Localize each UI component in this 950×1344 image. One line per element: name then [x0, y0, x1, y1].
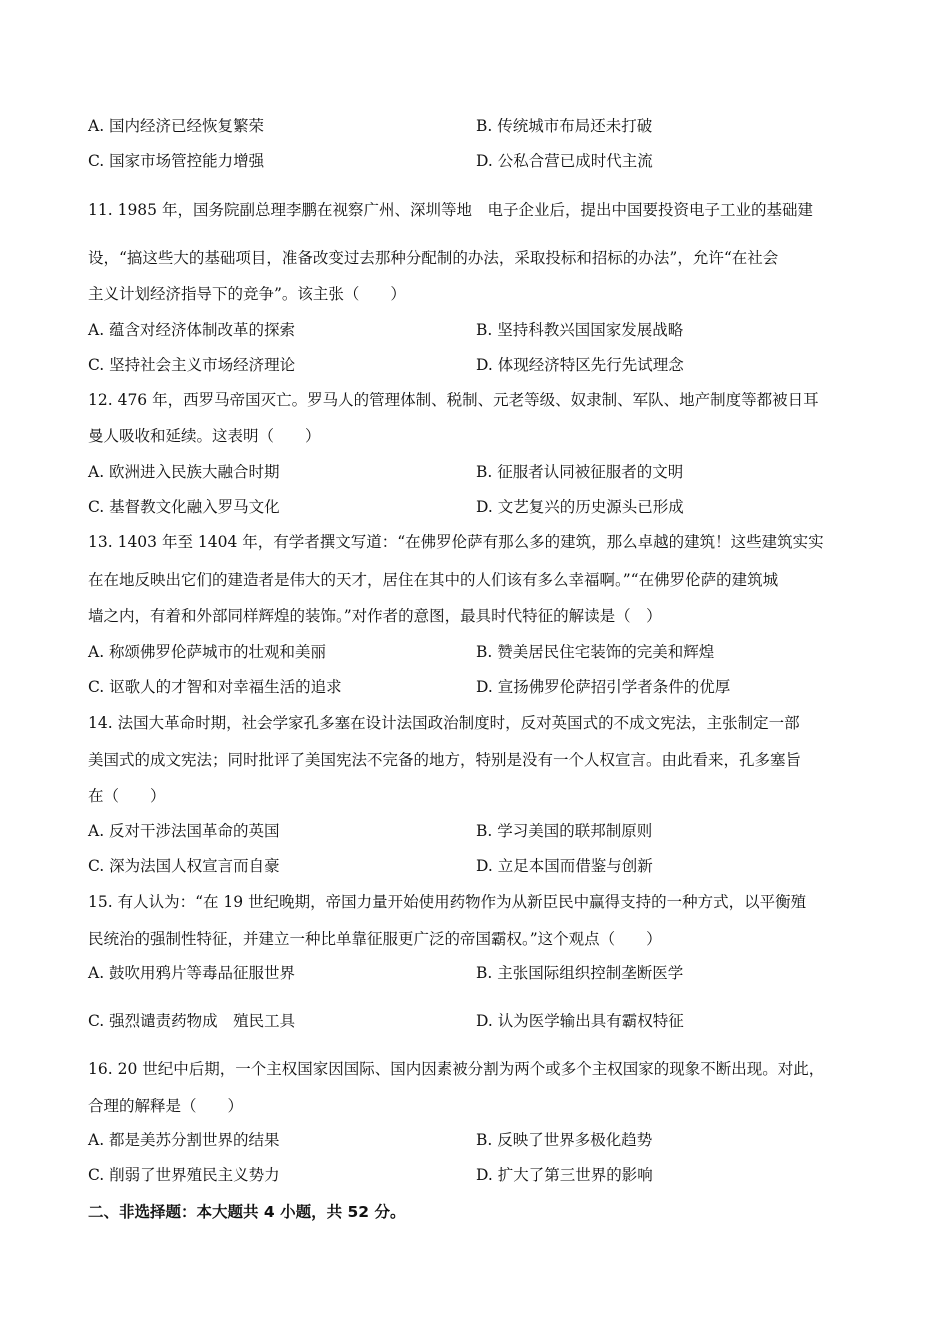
q11-option-b: B. 坚持科教兴国国家发展战略	[476, 321, 684, 339]
q11-option-d: D. 体现经济特区先行先试理念	[476, 356, 684, 374]
q13-option-a: A. 称颂佛罗伦萨城市的壮观和美丽	[88, 643, 327, 661]
q12-stem-line-2: 曼人吸收和延续。这表明（ ）	[88, 427, 321, 445]
q15-stem-line-2: 民统治的强制性特征，并建立一种比单靠征服更广泛的帝国霸权。”这个观点（ ）	[88, 930, 662, 948]
q16-option-b: B. 反映了世界多极化趋势	[476, 1131, 653, 1149]
q11-stem-line-3: 主义计划经济指导下的竞争”。该主张（ ）	[88, 285, 406, 303]
q12-option-a: A. 欧洲进入民族大融合时期	[88, 463, 280, 481]
q15-option-b: B. 主张国际组织控制垄断医学	[476, 964, 684, 982]
q11-stem-line-1: 11. 1985 年，国务院副总理李鹏在视察广州、深圳等地 电子企业后，提出中国要投资电子工业的基础建	[88, 201, 813, 219]
q15-option-c: C. 强烈谴责药物成 殖民工具	[88, 1012, 296, 1030]
q10-option-a: A. 国内经济已经恢复繁荣	[88, 117, 265, 135]
q14-stem-line-3: 在（ ）	[88, 787, 166, 805]
q13-option-b: B. 赞美居民住宅装饰的完美和辉煌	[476, 643, 715, 661]
q10-option-b: B. 传统城市布局还未打破	[476, 117, 653, 135]
q16-option-c: C. 削弱了世界殖民主义势力	[88, 1166, 280, 1184]
q12-option-c: C. 基督教文化融入罗马文化	[88, 498, 280, 516]
q10-option-d: D. 公私合营已成时代主流	[476, 152, 653, 170]
q12-stem-line-1: 12. 476 年，西罗马帝国灭亡。罗马人的管理体制、税制、元老等级、奴隶制、军队、地产制度等都被日耳	[88, 391, 819, 409]
q13-stem-line-3: 墙之内，有着和外部同样辉煌的装饰。”对作者的意图，最具时代特征的解读是（ ）	[88, 607, 662, 625]
q15-stem-line-1: 15. 有人认为：“在 19 世纪晚期，帝国力量开始使用药物作为从新臣民中赢得支持的一种方式，以平衡殖	[88, 893, 807, 911]
q12-option-d: D. 文艺复兴的历史源头已形成	[476, 498, 684, 516]
q16-stem-line-2: 合理的解释是（ ）	[88, 1097, 244, 1115]
q13-option-d: D. 宣扬佛罗伦萨招引学者条件的优厚	[476, 678, 731, 696]
q10-option-c: C. 国家市场管控能力增强	[88, 152, 265, 170]
q14-stem-line-1: 14. 法国大革命时期，社会学家孔多塞在设计法国政治制度时，反对英国式的不成文宪法，主张制定一部	[88, 714, 800, 732]
q13-option-c: C. 讴歌人的才智和对幸福生活的追求	[88, 678, 342, 696]
q15-option-a: A. 鼓吹用鸦片等毒品征服世界	[88, 964, 296, 982]
q14-stem-line-2: 美国式的成文宪法；同时批评了美国宪法不完备的地方，特别是没有一个人权宣言。由此看来，孔多塞旨	[88, 751, 802, 769]
q15-option-d: D. 认为医学输出具有霸权特征	[476, 1012, 684, 1030]
q11-option-c: C. 坚持社会主义市场经济理论	[88, 356, 296, 374]
q11-option-a: A. 蕴含对经济体制改革的探索	[88, 321, 296, 339]
q13-stem-line-1: 13. 1403 年至 1404 年，有学者撰文写道：“在佛罗伦萨有那么多的建筑，那么卓越的建筑！这些建筑实实	[88, 533, 824, 551]
q16-option-d: D. 扩大了第三世界的影响	[476, 1166, 653, 1184]
q16-option-a: A. 都是美苏分割世界的结果	[88, 1131, 280, 1149]
q14-option-b: B. 学习美国的联邦制原则	[476, 822, 653, 840]
q16-stem-line-1: 16. 20 世纪中后期，一个主权国家因国际、国内因素被分割为两个或多个主权国家的现象不断出现。对此，	[88, 1060, 825, 1078]
q14-option-c: C. 深为法国人权宣言而自豪	[88, 857, 280, 875]
q14-option-d: D. 立足本国而借鉴与创新	[476, 857, 653, 875]
section-heading: 二、非选择题：本大题共 4 小题，共 52 分。	[88, 1203, 406, 1221]
q12-option-b: B. 征服者认同被征服者的文明	[476, 463, 684, 481]
q11-stem-line-2: 设，“搞这些大的基础项目，准备改变过去那种分配制的办法，采取投标和招标的办法”，允许“在社会	[88, 249, 779, 267]
q13-stem-line-2: 在在地反映出它们的建造者是伟大的天才，居住在其中的人们该有多么幸福啊。”“在佛罗伦萨的建筑城	[88, 571, 779, 589]
q14-option-a: A. 反对干涉法国革命的英国	[88, 822, 280, 840]
